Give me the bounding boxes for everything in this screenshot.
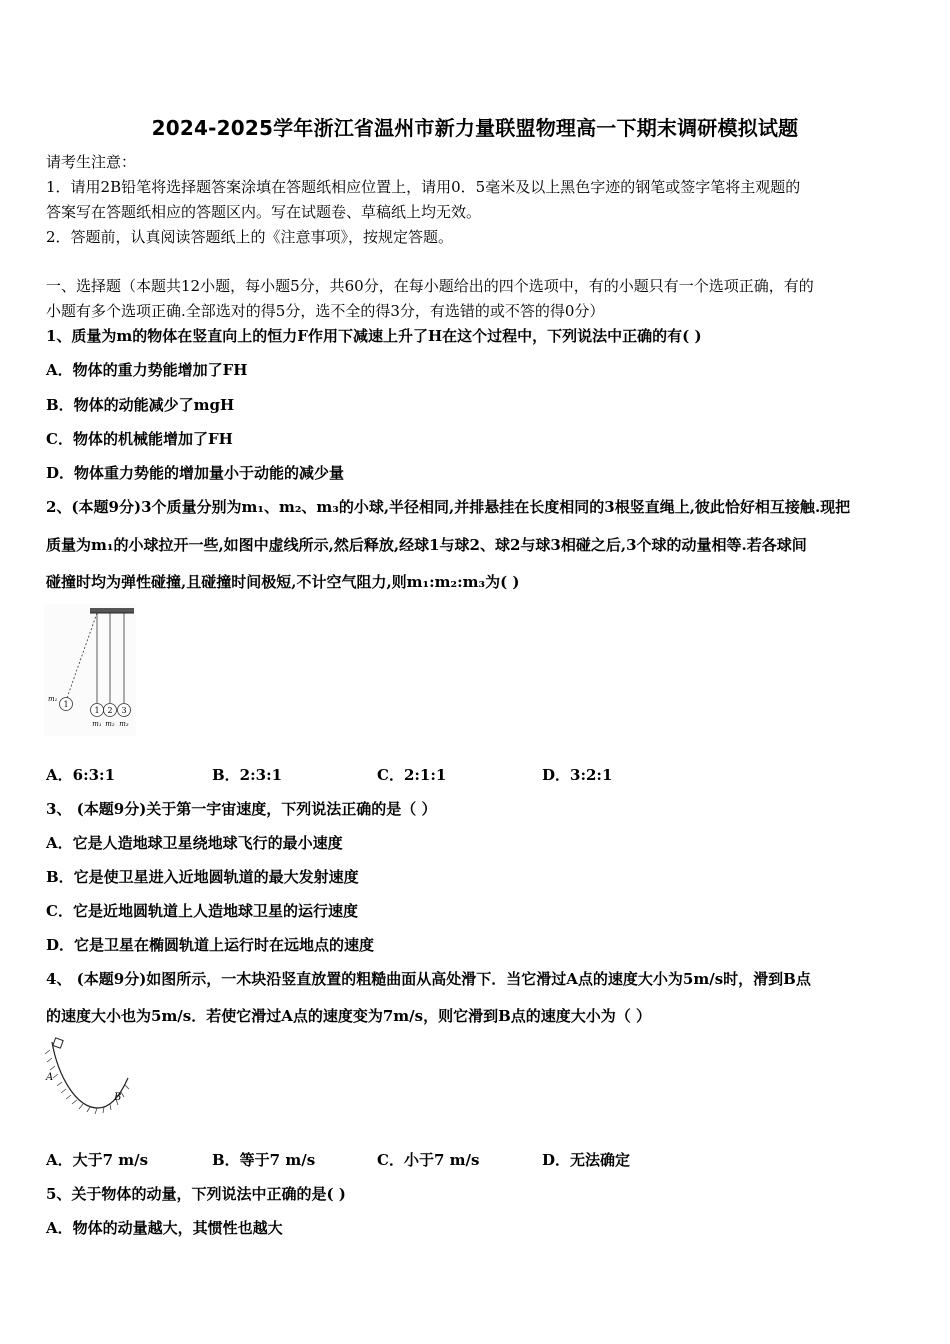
- q2-stem-line-3: 碰撞时均为弹性碰撞,且碰撞时间极短,不计空气阻力,则m₁:m₂:m₃为( ): [46, 573, 520, 591]
- point-b-label: B: [114, 1092, 122, 1103]
- q3-option-d: D．它是卫星在椭圆轨道上运行时在远地点的速度: [46, 936, 375, 954]
- ball-1-number: 1: [94, 706, 100, 715]
- q2-option-c: C．2:1:1: [377, 766, 447, 784]
- q2-stem-line-2: 质量为m₁的小球拉开一些,如图中虚线所示,然后释放,经球1与球2、球2与球3相碰之后,3个球的动量相等.若各球间: [46, 536, 807, 554]
- q4-stem-line-1: 4、 (本题9分)如图所示，一木块沿竖直放置的粗糙曲面从高处滑下．当它滑过A点的速度大小为5m/s时，滑到B点: [46, 970, 811, 988]
- curved-surface-figure: [44, 1036, 132, 1116]
- notice-item-2: 2．答题前，认真阅读答题纸上的《注意事项》，按规定答题。: [46, 228, 454, 246]
- q2-option-b: B．2:3:1: [212, 766, 283, 784]
- q2-option-d: D．3:2:1: [542, 766, 613, 784]
- point-a-label: A: [46, 1072, 54, 1083]
- wood-block: [53, 1038, 63, 1048]
- notice-heading: 请考生注意：: [46, 153, 137, 171]
- ball-3-number: 3: [121, 706, 127, 715]
- q3-option-b: B．它是使卫星进入近地圆轨道的最大发射速度: [46, 868, 359, 886]
- q4-option-a: A．大于7 m/s: [46, 1151, 149, 1169]
- q4-option-c: C．小于7 m/s: [377, 1151, 480, 1169]
- pendulum-figure: [44, 604, 136, 736]
- page-title: 2024-2025学年浙江省温州市新力量联盟物理高一下期末调研模拟试题: [151, 116, 799, 140]
- q2-option-a: A．6:3:1: [46, 766, 116, 784]
- q1-option-b: B．物体的动能减少了mgH: [46, 396, 235, 414]
- displaced-ball-number: 1: [63, 700, 69, 709]
- q4-option-b: B．等于7 m/s: [212, 1151, 316, 1169]
- displaced-ball-mass-label: m₁: [48, 695, 58, 703]
- ceiling-support: [90, 608, 134, 613]
- notice-item-1-line-2: 答案写在答题纸相应的答题区内。写在试题卷、草稿纸上均无效。: [46, 203, 482, 221]
- q1-stem: 1、质量为m的物体在竖直向上的恒力F作用下减速上升了H在这个过程中，下列说法中正确的有( ): [46, 327, 702, 345]
- q1-option-d: D．物体重力势能的增加量小于动能的减少量: [46, 464, 345, 482]
- ball-1-mass-label: m₁: [92, 720, 102, 728]
- q3-option-c: C．它是近地圆轨道上人造地球卫星的运行速度: [46, 902, 358, 920]
- ball-3-mass-label: m₃: [119, 720, 129, 728]
- q3-option-a: A．它是人造地球卫星绕地球飞行的最小速度: [46, 834, 343, 852]
- section-instructions-line-1: 一、选择题（本题共12小题，每小题5分，共60分，在每小题给出的四个选项中，有的小题只有一个选项正确，有的: [46, 277, 814, 295]
- q3-stem: 3、 (本题9分)关于第一宇宙速度，下列说法正确的是（ ）: [46, 800, 437, 818]
- notice-item-1-line-1: 1．请用2B铅笔将选择题答案涂填在答题纸相应位置上，请用0．5毫米及以上黑色字迹的钢笔或签字笔将主观题的: [46, 178, 801, 196]
- q1-option-c: C．物体的机械能增加了FH: [46, 430, 233, 448]
- section-instructions-line-2: 小题有多个选项正确.全部选对的得5分，选不全的得3分，有选错的或不答的得0分）: [46, 302, 605, 320]
- q1-option-a: A．物体的重力势能增加了FH: [46, 361, 248, 379]
- q2-stem-line-1: 2、(本题9分)3个质量分别为m₁、m₂、m₃的小球,半径相同,并排悬挂在长度相同的3根竖直绳上,彼此恰好相互接触.现把: [46, 498, 851, 516]
- q5-stem: 5、关于物体的动量，下列说法中正确的是( ): [46, 1185, 346, 1203]
- surface-hatching: [45, 1050, 129, 1114]
- ball-2-mass-label: m₂: [105, 720, 115, 728]
- q4-stem-line-2: 的速度大小也为5m/s．若使它滑过A点的速度变为7m/s，则它滑到B点的速度大小为（ ）: [46, 1007, 652, 1025]
- ball-2-number: 2: [107, 706, 113, 715]
- q5-option-a: A．物体的动量越大，其惯性也越大: [46, 1219, 283, 1237]
- q4-option-d: D．无法确定: [542, 1151, 631, 1169]
